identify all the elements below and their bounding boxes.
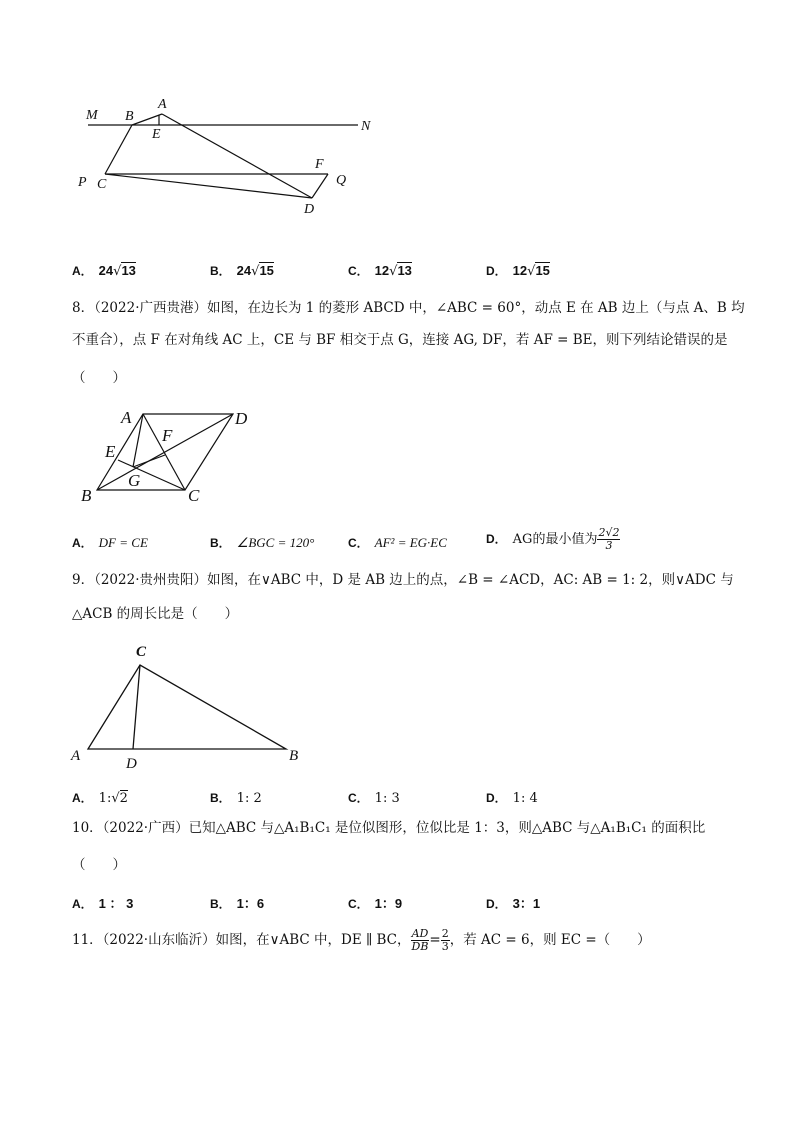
q9-option-c[interactable]: C． 1: 3 bbox=[348, 791, 400, 806]
q11-stem-prefix: 11．（2022·山东临沂）如图，在∨ABC 中，DE ∥ BC， bbox=[72, 932, 411, 948]
q8-stem-line1: 8．（2022·广西贵港）如图，在边长为 1 的菱形 ABCD 中，∠ABC = 60°，动点 E 在 AB 边上（与点 A、B 均 bbox=[72, 300, 745, 316]
q8-label-C: C bbox=[188, 486, 200, 505]
q8-option-c[interactable]: C． AF² = EG·EC bbox=[348, 535, 447, 550]
q7-option-b[interactable]: B． 24√15 bbox=[210, 263, 274, 279]
q7-label-C: C bbox=[97, 177, 107, 192]
q9-option-b[interactable]: B． 1: 2 bbox=[210, 791, 262, 806]
q8-answer-bracket: （ ） bbox=[72, 370, 126, 386]
q8-stem-line2: 不重合），点 F 在对角线 AC 上，CE 与 BF 相交于点 G，连接 AG, DF，若 AF = BE，则下列结论错误的是 bbox=[72, 332, 728, 348]
q7-option-a-letter: A． bbox=[72, 264, 93, 278]
q8-label-G: G bbox=[128, 471, 141, 490]
q9-label-C: C bbox=[136, 644, 147, 660]
q7-label-Q: Q bbox=[336, 173, 347, 188]
q10-option-b[interactable]: B． 1：6 bbox=[210, 896, 265, 911]
q10-option-d[interactable]: D． 3：1 bbox=[486, 896, 541, 911]
q8-option-a[interactable]: A． DF = CE bbox=[72, 535, 148, 550]
q11-stem: 11．（2022·山东临沂）如图，在∨ABC 中，DE ∥ BC， $\frac{AD}{DB}$ = $\frac{2}{3}$ ，若 AC = 6，则 EC =（ ） bbox=[72, 927, 651, 953]
q9-option-a[interactable]: A． 1:√2 bbox=[72, 791, 128, 806]
radical-sign: √ bbox=[113, 264, 122, 279]
q8-label-E: E bbox=[105, 442, 116, 461]
q9-label-A: A bbox=[71, 748, 81, 764]
q7-option-d[interactable]: D． 12√15 bbox=[486, 263, 550, 279]
q11-ratio-fraction: $\frac{AD}{DB}$ bbox=[411, 927, 429, 953]
q8-option-b[interactable]: B． ∠BGC = 120° bbox=[210, 535, 315, 550]
q8-option-d[interactable]: D． AG的最小值为 $\frac{2√2}{3}$ bbox=[486, 526, 620, 552]
q7-label-F: F bbox=[315, 157, 324, 172]
q9-stem-line1: 9．（2022·贵州贵阳）如图，在∨ABC 中，D 是 AB 边上的点，∠B = ∠ACD，AC: AB = 1: 2，则∨ADC 与 bbox=[72, 572, 734, 588]
q7-label-N: N bbox=[361, 119, 371, 134]
q7-figure bbox=[70, 92, 390, 217]
q9-option-d[interactable]: D． 1: 4 bbox=[486, 791, 538, 806]
radical-sign: √ bbox=[389, 264, 398, 279]
q8-label-F: F bbox=[162, 426, 173, 445]
radical-sign: √ bbox=[527, 264, 536, 279]
q7-option-c-letter: C． bbox=[348, 264, 369, 278]
q8-option-d-fraction: $\frac{2√2}{3}$ bbox=[598, 526, 620, 552]
q10-stem-line1: 10．（2022·广西）已知△ABC 与△A₁B₁C₁ 是位似图形，位似比是 1：3，则△ABC 与△A₁B₁C₁ 的面积比 bbox=[72, 820, 706, 836]
q8-label-A: A bbox=[121, 408, 132, 427]
q11-ratio-value: $\frac{2}{3}$ bbox=[441, 927, 449, 953]
q10-option-c[interactable]: C． 1：9 bbox=[348, 896, 403, 911]
q7-option-d-letter: D． bbox=[486, 264, 507, 278]
q7-label-A: A bbox=[158, 97, 167, 112]
q8-figure bbox=[75, 403, 275, 508]
q9-stem-line2: △ACB 的周长比是（ ） bbox=[72, 606, 239, 622]
q7-label-M: M bbox=[86, 108, 98, 123]
q7-label-B: B bbox=[125, 109, 134, 124]
q8-label-B: B bbox=[81, 486, 92, 505]
radical-sign: √ bbox=[251, 264, 260, 279]
q9-figure bbox=[68, 640, 308, 775]
q7-label-D: D bbox=[304, 202, 315, 217]
q9-label-B: B bbox=[289, 748, 299, 764]
q10-option-a[interactable]: A． 1 ： 3 bbox=[72, 896, 134, 911]
q7-label-P: P bbox=[78, 175, 87, 190]
q7-option-b-letter: B． bbox=[210, 264, 231, 278]
q10-answer-bracket: （ ） bbox=[72, 857, 126, 873]
q7-option-c[interactable]: C． 12√13 bbox=[348, 263, 412, 279]
q9-label-D: D bbox=[126, 756, 137, 772]
q11-stem-suffix: ，若 AC = 6，则 EC =（ ） bbox=[449, 932, 651, 948]
q8-label-D: D bbox=[235, 409, 248, 428]
radical-sign: √ bbox=[111, 791, 120, 806]
q7-label-E: E bbox=[152, 127, 161, 142]
q7-option-a[interactable]: A． 24√13 bbox=[72, 263, 136, 279]
